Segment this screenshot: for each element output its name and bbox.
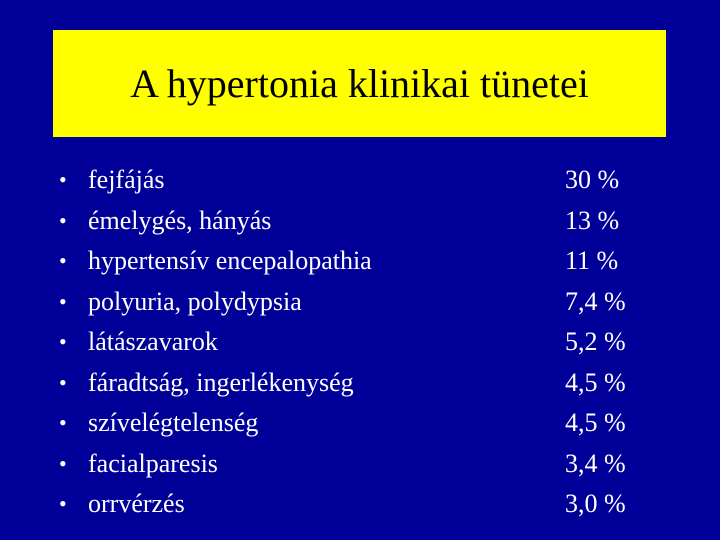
bullet-icon: • <box>59 329 67 354</box>
bullet-icon: • <box>59 410 67 435</box>
bullet-icon: • <box>59 491 67 516</box>
list-item <box>0 363 720 404</box>
bullet-icon: • <box>59 207 67 233</box>
symptom-percentage: 11 % <box>565 246 619 275</box>
title-box <box>53 30 666 137</box>
symptom-label: szívelégtelenség <box>88 408 259 437</box>
symptom-percentage: 3,0 % <box>565 489 626 518</box>
bullet-icon: • <box>59 248 67 273</box>
symptom-label: émelygés, hányás <box>88 205 272 235</box>
symptom-percentage: 3,4 % <box>565 448 626 478</box>
symptom-percentage: 5,2 % <box>565 327 626 356</box>
symptom-percentage: 30 % <box>565 165 620 194</box>
symptom-label: polyuria, polydypsia <box>88 286 302 316</box>
slide-title: A hypertonia klinikai tünetei <box>130 60 589 106</box>
list-item <box>0 484 720 525</box>
list-item <box>0 160 720 201</box>
list-item <box>0 241 720 282</box>
symptom-percentage: 13 % <box>565 205 620 235</box>
symptom-label: fejfájás <box>88 165 165 194</box>
symptom-label: látászavarok <box>88 327 218 356</box>
bullet-icon: • <box>59 167 67 192</box>
bullet-icon: • <box>59 288 67 314</box>
symptom-label: orrvérzés <box>88 489 185 518</box>
list-item <box>0 282 720 323</box>
symptom-label: hypertensív encepalopathia <box>88 246 372 275</box>
list-item <box>0 444 720 485</box>
symptom-label: facialparesis <box>88 448 218 478</box>
symptom-percentage: 4,5 % <box>565 408 626 437</box>
symptom-percentage: 7,4 % <box>565 286 626 316</box>
bullet-icon: • <box>59 369 67 395</box>
list-item <box>0 201 720 242</box>
symptom-list <box>0 160 720 525</box>
bullet-icon: • <box>59 450 67 476</box>
symptom-label: fáradtság, ingerlékenység <box>88 367 354 397</box>
symptom-percentage: 4,5 % <box>565 367 626 397</box>
list-item <box>0 403 720 444</box>
list-item <box>0 322 720 363</box>
